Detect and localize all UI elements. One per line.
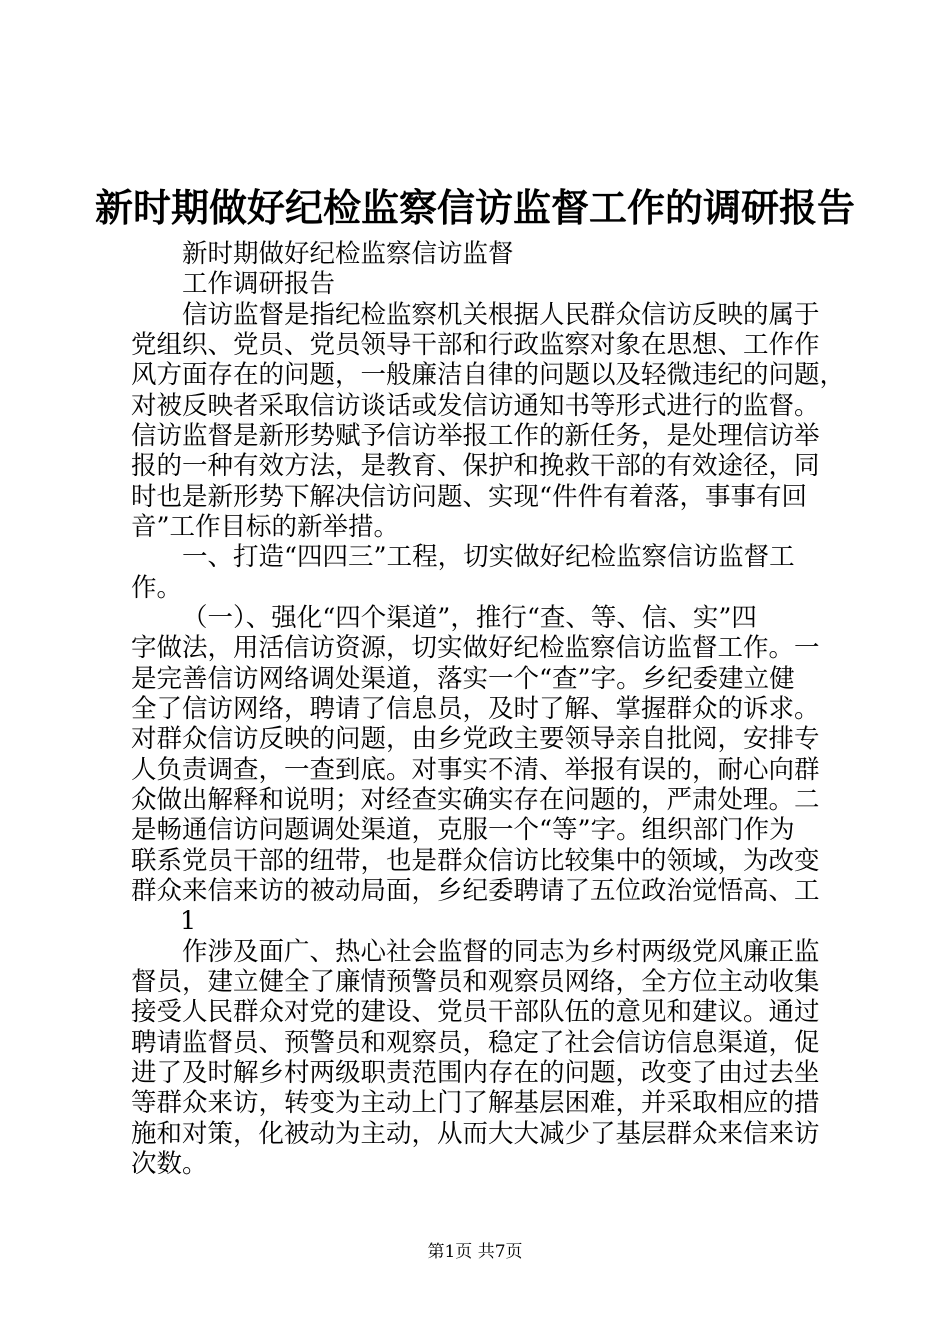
paragraph-line: 聘请监督员、预警员和观察员，稳定了社会信访信息渠道，促 xyxy=(131,1028,820,1058)
document-title: 新时期做好纪检监察信访监督工作的调研报告 xyxy=(94,185,855,230)
paragraph-line: 作涉及面广、热心社会监督的同志为乡村两级党风廉正监 xyxy=(182,937,820,967)
paragraph-line: 施和对策，化被动为主动，从而大大减少了基层群众来信来访 xyxy=(131,1119,820,1149)
paragraph-line: 风方面存在的问题，一般廉洁自律的问题以及轻微违纪的问题， xyxy=(131,360,846,390)
paragraph-line: 是完善信访网络调处渠道，落实一个“查”字。乡纪委建立健 xyxy=(131,664,795,694)
paragraph-line: 音”工作目标的新举措。 xyxy=(131,512,400,542)
paragraph-line: 全了信访网络，聘请了信息员，及时了解、掌握群众的诉求。 xyxy=(131,694,820,724)
section-heading-line: 作。 xyxy=(131,573,183,603)
paragraph-line: 联系党员干部的纽带，也是群众信访比较集中的领域，为改变 xyxy=(131,846,820,876)
section-heading-line: 一、打造“四四三”工程，切实做好纪检监察信访监督工 xyxy=(182,542,795,572)
paragraph-line: 次数。 xyxy=(131,1149,208,1179)
subtitle-line: 工作调研报告 xyxy=(182,269,336,299)
paragraph-line: 对群众信访反映的问题，由乡党政主要领导亲自批阅，安排专 xyxy=(131,724,820,754)
paragraph-line: 人负责调查，一查到底。对事实不清、举报有误的，耐心向群 xyxy=(131,755,820,785)
paragraph-line: 是畅通信访问题调处渠道，克服一个“等”字。组织部门作为 xyxy=(131,815,795,845)
inline-page-number: 1 xyxy=(180,906,197,936)
paragraph-line: 党组织、党员、党员领导干部和行政监察对象在思想、工作作 xyxy=(131,330,820,360)
subtitle-line: 新时期做好纪检监察信访监督 xyxy=(182,239,514,269)
paragraph-line: 对被反映者采取信访谈话或发信访通知书等形式进行的监督。 xyxy=(131,391,820,421)
paragraph-line: 信访监督是指纪检监察机关根据人民群众信访反映的属于 xyxy=(182,300,820,330)
paragraph-line: 时也是新形势下解决信访问题、实现“件件有着落，事事有回 xyxy=(131,482,808,512)
paragraph-line: 等群众来访，转变为主动上门了解基层困难，并采取相应的措 xyxy=(131,1088,820,1118)
paragraph-line: 接受人民群众对党的建设、党员干部队伍的意见和建议。通过 xyxy=(131,997,820,1027)
paragraph-line: 进了及时解乡村两级职责范围内存在的问题，改变了由过去坐 xyxy=(131,1058,820,1088)
paragraph-line: 报的一种有效方法，是教育、保护和挽救干部的有效途径，同 xyxy=(131,451,820,481)
paragraph-line: 督员，建立健全了廉情预警员和观察员网络，全方位主动收集 xyxy=(131,967,820,997)
paragraph-line: 信访监督是新形势赋予信访举报工作的新任务，是处理信访举 xyxy=(131,421,820,451)
paragraph-line: 群众来信来访的被动局面，乡纪委聘请了五位政治觉悟高、工 xyxy=(131,876,820,906)
paragraph-line: 众做出解释和说明；对经查实确实存在问题的，严肃处理。二 xyxy=(131,785,820,815)
paragraph-line: （一）、强化“四个渠道”，推行“查、等、信、实”四 xyxy=(182,603,757,633)
page-footer: 第1页 共7页 xyxy=(427,1242,523,1262)
paragraph-line: 字做法，用活信访资源，切实做好纪检监察信访监督工作。一 xyxy=(131,633,820,663)
